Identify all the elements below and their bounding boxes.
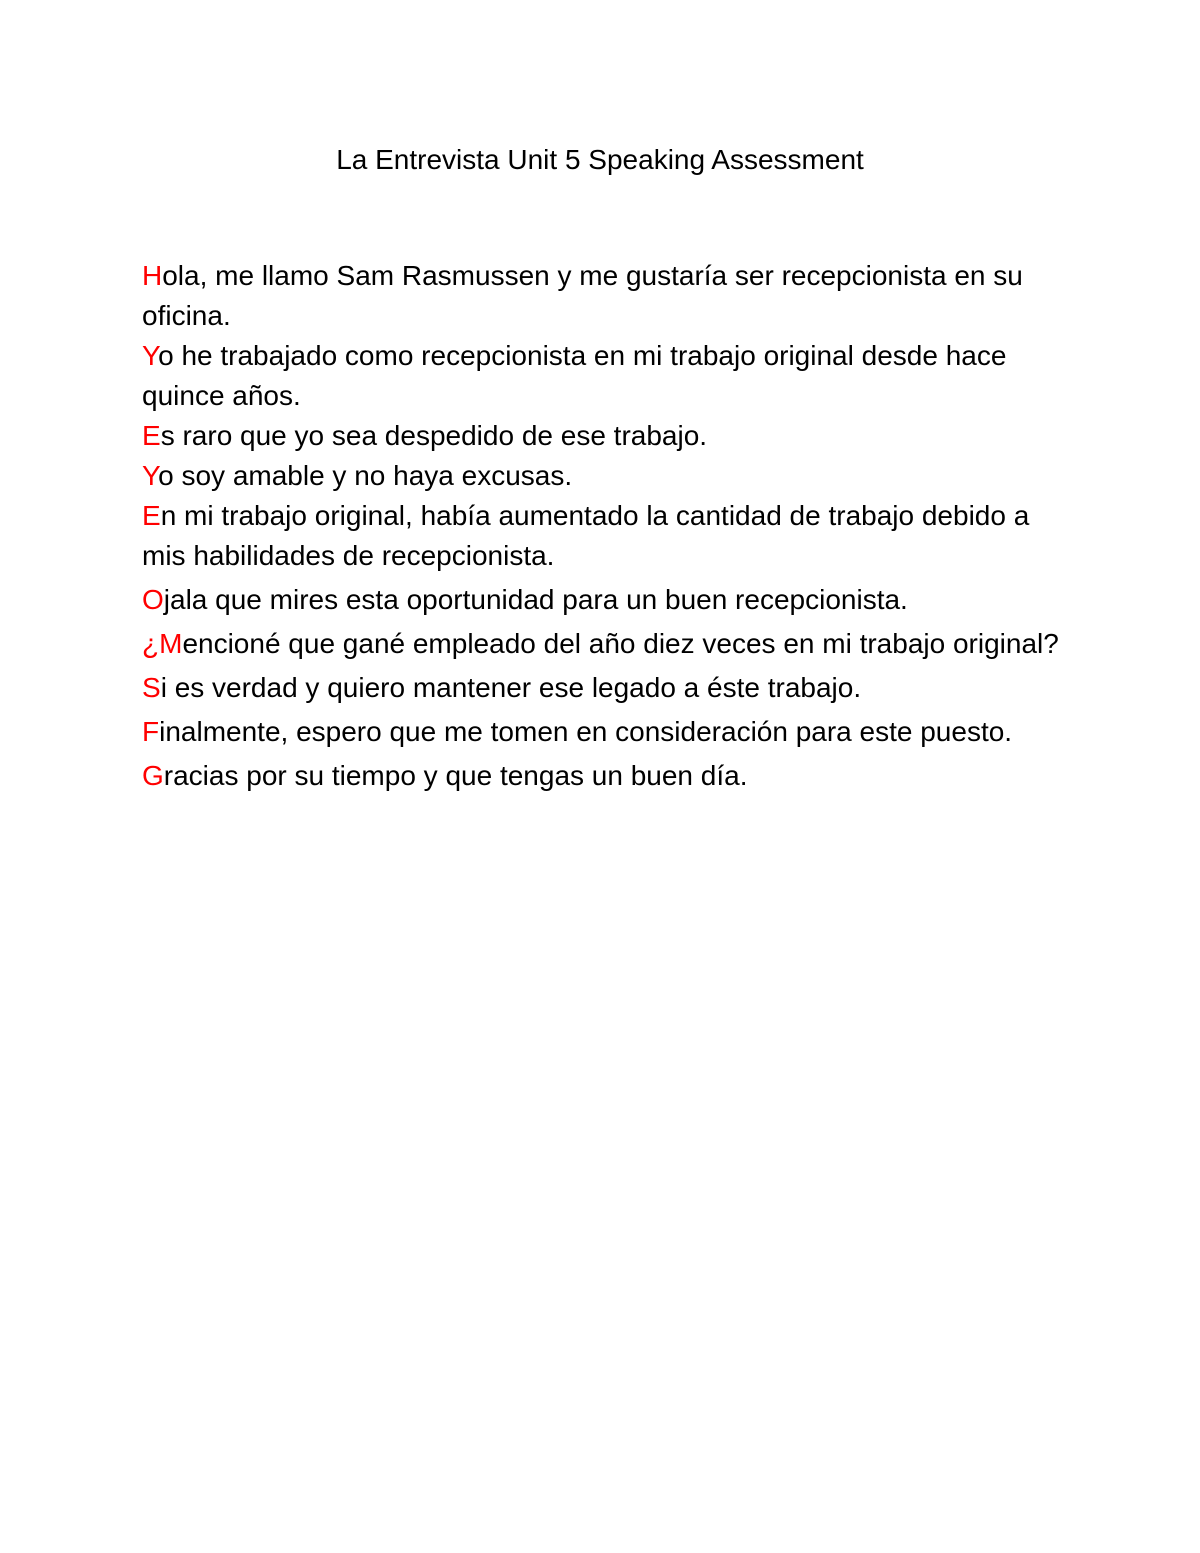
paragraph-6 <box>142 580 1072 620</box>
paragraph-initial: O <box>142 584 164 615</box>
paragraph-10 <box>142 756 1072 796</box>
paragraph-initial: G <box>142 760 164 791</box>
paragraph-text: racias por su tiempo y que tengas un buen día. <box>163 760 748 791</box>
paragraph-text: n mi trabajo original, había aumentado la cantidad de trabajo debido a mis habilidades de recepcionista. <box>142 500 1030 571</box>
paragraph-initial: Y <box>142 340 159 371</box>
paragraph-8 <box>142 668 1072 708</box>
paragraph-prefix: ¿ <box>142 628 160 659</box>
paragraph-initial: S <box>142 672 161 703</box>
paragraph-initial: M <box>159 628 183 659</box>
paragraph-initial: E <box>142 500 161 531</box>
paragraph-5 <box>142 496 1072 576</box>
paragraph-1 <box>142 256 1072 336</box>
paragraph-text: ola, me llamo Sam Rasmussen y me gustaría ser recepcionista en su oficina. <box>142 260 1023 331</box>
paragraph-text: o soy amable y no haya excusas. <box>158 460 573 491</box>
paragraph-text: inalmente, espero que me tomen en consideración para este puesto. <box>159 716 1013 747</box>
paragraph-4 <box>142 456 1072 496</box>
document-body <box>142 256 1072 796</box>
paragraph-text: i es verdad y quiero mantener ese legado a éste trabajo. <box>160 672 862 703</box>
paragraph-2 <box>142 336 1072 416</box>
paragraph-7 <box>142 624 1072 664</box>
paragraph-text: jala que mires esta oportunidad para un buen recepcionista. <box>163 584 908 615</box>
paragraph-initial: E <box>142 420 161 451</box>
paragraph-initial: F <box>142 716 160 747</box>
paragraph-initial: H <box>142 260 163 291</box>
paragraph-initial: Y <box>142 460 159 491</box>
paragraph-3 <box>142 416 1072 456</box>
document-title: La Entrevista Unit 5 Speaking Assessment <box>336 144 864 175</box>
paragraph-text: encioné que gané empleado del año diez veces en mi trabajo original? <box>182 628 1059 659</box>
paragraph-9 <box>142 712 1072 752</box>
paragraph-text: o he trabajado como recepcionista en mi trabajo original desde hace quince años. <box>142 340 1007 411</box>
paragraph-text: s raro que yo sea despedido de ese trabajo. <box>160 420 708 451</box>
